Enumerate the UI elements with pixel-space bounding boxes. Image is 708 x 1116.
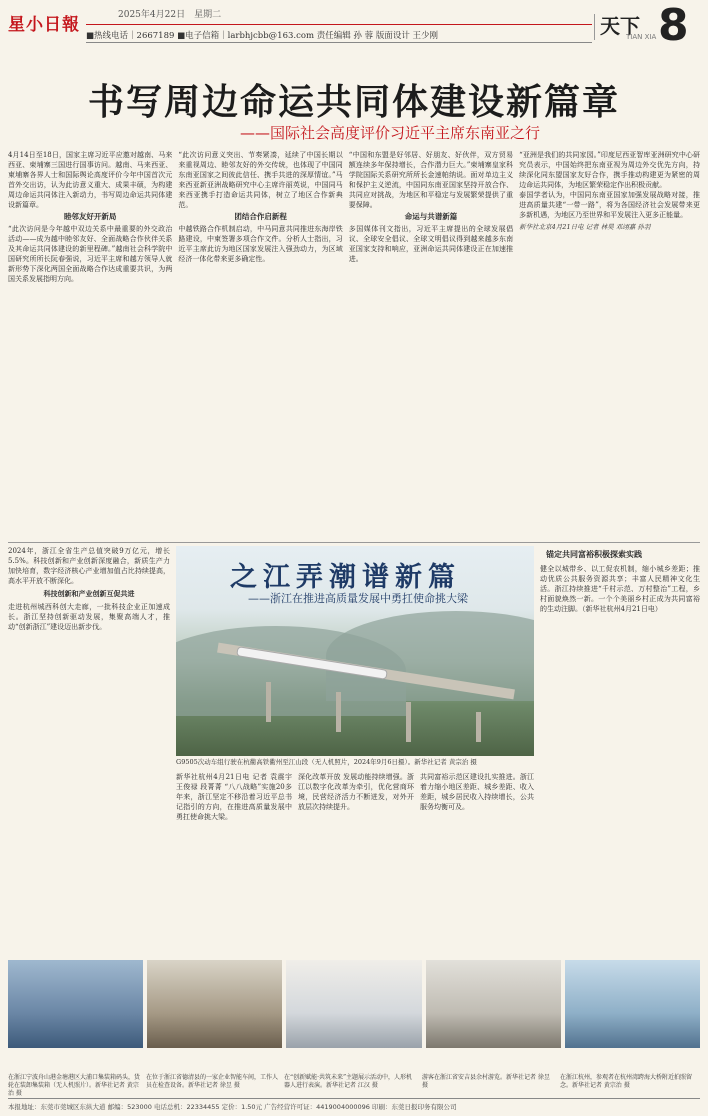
page-footer: 本报地址：东莞市莞城区东纵大道 邮编：523000 电话总机：22334455 定价：1.50元 广告经营许可证：4419004000096 印刷：东莞日报印务有限公司 bbox=[8, 1098, 700, 1111]
thumb-caption: 在位于浙江省德清县的一家企业智能车间，工作人员在检查设备。新华社记者 徐昱 摄 bbox=[146, 1074, 279, 1089]
byline: 新华社北京4月21日电 记者 林昊 邓翊嘉 孙羽 bbox=[519, 223, 651, 231]
feature-mid-column-1 bbox=[176, 772, 292, 956]
section-name-en: TIAN XIA bbox=[626, 33, 657, 41]
paragraph: 健全以城带乡、以工促农机制，缩小城乡差距；推动优质公共服务资源共享；丰富人民精神文化生活。浙江持续推进“千村示范、万村整治”工程，乡村面貌焕然一新。一个个美丽乡村正成为共同富裕的生动注脚。（新华社杭州4月21日电） bbox=[540, 565, 700, 613]
masthead bbox=[0, 0, 708, 56]
bridge-pier bbox=[336, 692, 341, 732]
paragraph: 4月14日至18日，国家主席习近平应邀对越南、马来西亚、柬埔寨三国进行国事访问。越南、马来西亚、柬埔寨各界人士和国际舆论高度评价今年中国首次元首外交出访，认为此访意义重大、成果丰硕，为构建周边命运共同体注入新动力，书写周边命运共同体建设新篇章。 bbox=[8, 151, 173, 209]
lead-article-body bbox=[8, 150, 700, 540]
paragraph: 走进杭州城西科创大走廊，一批科技企业正加速成长。浙江坚持创新驱动发展，集聚高端人才，推动“创新浙江”建设迈出新步伐。 bbox=[8, 603, 170, 631]
photo-strip bbox=[8, 960, 700, 1072]
thumb-caption: 在浙江宁波舟山港金塘港区大浦口集装箱码头，货轮在装卸集装箱（无人机照片）。新华社记者 黄宗治 摄 bbox=[8, 1074, 141, 1097]
thumb-caption: 在浙江杭州，参观者在杭州湾跨海大桥附近拍照留念。新华社记者 黄宗治 摄 bbox=[560, 1074, 693, 1089]
lead-column-4 bbox=[519, 150, 700, 540]
section-name: 天下 bbox=[600, 14, 640, 38]
lead-column-2 bbox=[178, 150, 342, 540]
feature-mid-column-2 bbox=[298, 772, 414, 956]
paragraph: 共同富裕示范区建设扎实推进。浙江着力缩小地区差距、城乡差距、收入差距，城乡居民收入持续增长，公共服务均衡可及。 bbox=[420, 773, 534, 811]
photo-village bbox=[426, 960, 561, 1048]
thumb-caption: 在“创新赋能·共筑未来”主题展示活动中，人形机器人进行表演。新华社记者 江汉 摄 bbox=[284, 1074, 413, 1089]
feature-right-subtitle: 锚定共同富裕积极探索实践 bbox=[546, 549, 642, 559]
feature-subhead: ——浙江在推进高质量发展中勇扛使命挑大梁 bbox=[248, 592, 468, 605]
lead-column-1 bbox=[8, 150, 172, 540]
lead-column-3 bbox=[349, 150, 513, 540]
photo-port bbox=[8, 960, 143, 1048]
bridge-pier bbox=[266, 682, 271, 722]
paragraph: 深化改革开放 发展动能持续增强。浙江以数字化改革为牵引，优化营商环境，民营经济活力不断迸发，对外开放层次持续提升。 bbox=[298, 773, 414, 811]
masthead-rule-lower bbox=[86, 42, 592, 43]
paragraph: “中国和东盟是好邻居、好朋友、好伙伴，双方贸易额连续多年保持增长，合作潜力巨大。”柬埔寨皇家科学院国际关系研究所所长金速帕纳说。面对单边主义和保护主义逆流，中国同东南亚国家坚持开放合作、共同应对挑战，为地区和平稳定与发展繁荣提供了重要保障。 bbox=[348, 151, 514, 209]
paragraph: “此次访问意义突出、节奏紧凑，延续了中国长期以来重视周边、睦邻友好的外交传统，也体现了中国同东南亚国家之间彼此信任、携手共进的深厚情谊。”马来西亚新亚洲战略研究中心主席许丽英说，中国同马来西亚携手打造命运共同体，树立了地区合作新典范。 bbox=[178, 151, 343, 209]
section-subtitle: 团结合作启新程 bbox=[234, 212, 287, 221]
paragraph: 中越铁路合作机制启动，中马同意共同推进东海岸铁路建设，中柬签署多项合作文件。分析人士指出，习近平主席此访为地区国家发展注入强劲动力，为区域经济一体化带来更多确定性。 bbox=[178, 225, 343, 263]
photo-bridge bbox=[565, 960, 700, 1048]
paragraph: “亚洲是我们的共同家园。”印度尼西亚智库亚洲研究中心研究员表示，中国始终把东南亚视为周边外交优先方向，持续深化同东盟国家友好合作，携手推动构建更为紧密的周边命运共同体，为地区繁荣稳定作出积极贡献。 bbox=[519, 151, 700, 189]
photo-caption: G9505次动车组行驶在杭衢高铁衢州至江山段（无人机照片，2024年9月6日摄）。新华社记者 黄宗治 摄 bbox=[176, 758, 477, 766]
lead-subhead: ——国际社会高度评价习近平主席东南亚之行 bbox=[240, 124, 541, 142]
feature-headline: 之江弄潮谱新篇 bbox=[230, 562, 461, 593]
thumb-caption: 游客在浙江省安吉县余村游览。新华社记者 徐昱 摄 bbox=[422, 1074, 550, 1089]
lead-headline: 书写周边命运共同体建设新篇章 bbox=[87, 82, 620, 123]
newspaper-logo: 星小日報 bbox=[8, 15, 80, 35]
issue-date: 2025年4月22日 星期二 bbox=[118, 10, 222, 20]
section-subtitle: 命运与共谱新篇 bbox=[404, 212, 458, 221]
feature-mid-column-3 bbox=[420, 772, 534, 956]
feature-right-column bbox=[540, 564, 700, 952]
feature-left-column bbox=[8, 546, 170, 956]
paragraph: “此次访问是今年越中双边关系中最重要的外交政治活动——成为越中睦邻友好、全面战略合作伙伴关系及其命运共同体建设的新里程碑。”越南社会科学院中国研究所所长阮春强说，习近平主席和越方领导人就新形势下深化两国全面战略合作达成重要共识，为两国关系发展指明方向。 bbox=[8, 225, 173, 283]
masthead-rule bbox=[86, 24, 592, 25]
section-divider-line bbox=[8, 542, 700, 543]
paragraph: 新华社杭州4月21日电 记者 袁震宇 王俊禄 段菁菁 “八八战略”实施20多年来，浙江坚定不移沿着习近平总书记指引的方向，在推进高质量发展中勇扛使命挑大梁。 bbox=[176, 773, 292, 821]
photo-robot bbox=[286, 960, 421, 1048]
bridge-pier bbox=[476, 712, 481, 742]
section-subtitle: 睦邻友好开新局 bbox=[63, 212, 117, 221]
paragraph: 泰国学者认为，中国同东南亚国家加强发展战略对接，推进高质量共建“一带一路”，将为各国经济社会发展带来更多新机遇，为地区乃至世界和平发展注入更多正能量。 bbox=[519, 191, 700, 219]
section-subtitle: 科技创新和产业创新互促共进 bbox=[43, 589, 135, 598]
paragraph: 多国媒体刊文指出，习近平主席提出的全球发展倡议、全球安全倡议、全球文明倡议得到越来越多东南亚国家支持和响应，亚洲命运共同体建设正在加速推进。 bbox=[348, 225, 514, 263]
bridge-pier bbox=[406, 702, 411, 742]
photo-workshop bbox=[147, 960, 282, 1048]
paragraph: 2024年，浙江全省生产总值突破9万亿元，增长5.5%。科技创新和产业创新深度融合，新质生产力加快培育，数字经济核心产业增加值占比持续提高，高水平开放不断深化。 bbox=[8, 547, 170, 585]
page-number: 8 bbox=[658, 0, 689, 51]
contact-line: ■热线电话｜2667189 ■电子信箱｜larbhjcbb@163.com 责任编辑 孙 蓉 版面设计 王少刚 bbox=[86, 31, 439, 41]
